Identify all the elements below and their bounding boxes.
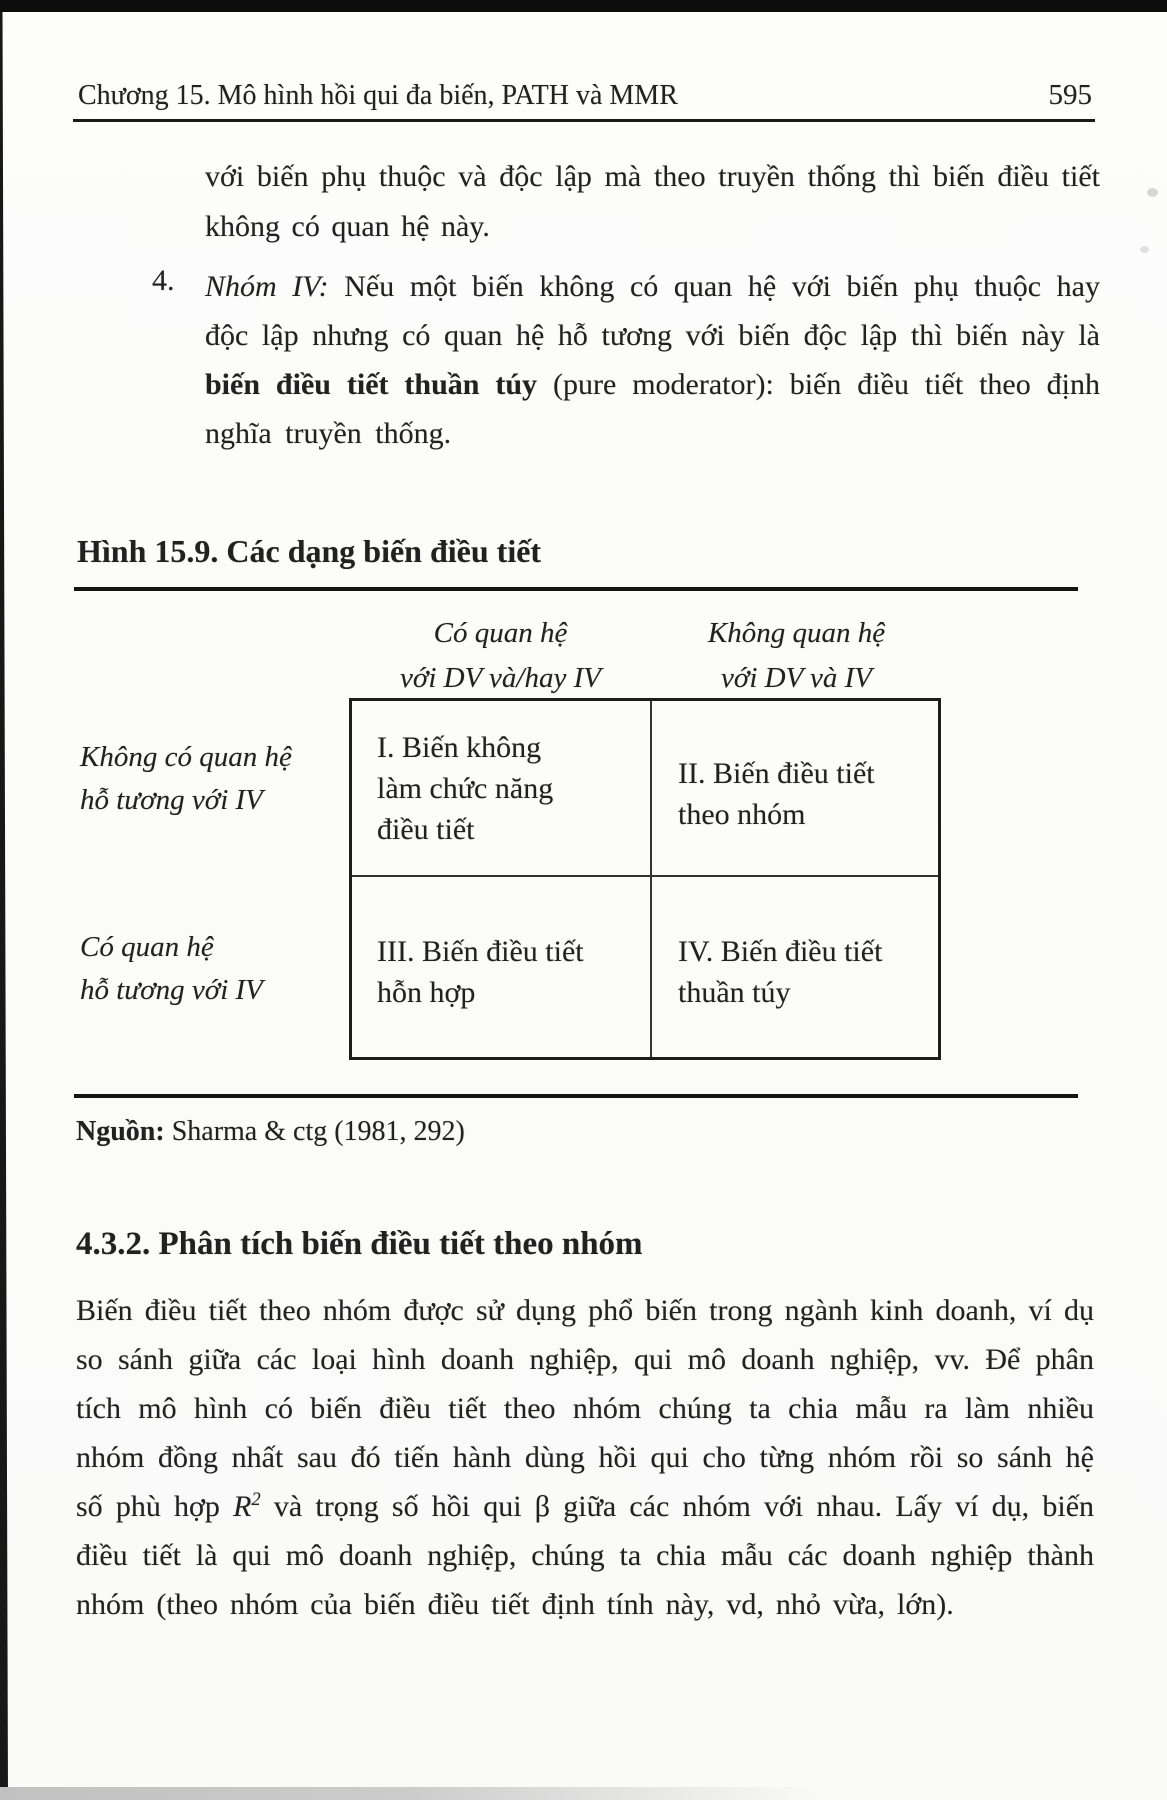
figure-matrix-table bbox=[349, 698, 941, 1060]
intro-paragraph: với biến phụ thuộc và độc lập mà theo truyền thống thì biến điều tiết không có quan hệ này. bbox=[205, 160, 1100, 243]
table-cell-quadrant-4: IV. Biến điều tiết thuần túy bbox=[678, 935, 883, 1009]
scan-smudge bbox=[1147, 188, 1158, 197]
running-header-chapter: Chương 15. Mô hình hồi qui đa biến, PATH và MMR bbox=[78, 80, 678, 111]
column-header-1: Có quan hệ với DV và/hay IV bbox=[400, 617, 601, 694]
figure-bottom-rule bbox=[74, 1094, 1078, 1098]
row-header-2: Có quan hệ hỗ tương với IV bbox=[80, 931, 263, 1006]
list-item-number: 4. bbox=[152, 264, 175, 297]
source-label: Nguồn: bbox=[76, 1116, 165, 1147]
figure-source-note: Nguồn: Sharma & ctg (1981, 292) bbox=[76, 1116, 465, 1147]
list-item-text: Nhóm IV: Nếu một biến không có quan hệ với biến phụ thuộc hay độc lập nhưng có quan hệ hỗ tương với biến độc lập thì biến này là biến điều tiết thuần túy (pure moderator): biến điều tiết theo định nghĩa truyền thống. bbox=[205, 270, 1100, 450]
scan-bottom-bar bbox=[0, 1787, 820, 1800]
scan-top-bar bbox=[0, 0, 1167, 12]
list-item-4 bbox=[152, 262, 1100, 458]
bold-phrase: biến điều tiết thuần túy bbox=[205, 368, 538, 401]
scan-smudge bbox=[1140, 246, 1149, 253]
figure-top-rule bbox=[74, 587, 1078, 591]
table-cell-quadrant-1: I. Biến không làm chức năng điều tiết bbox=[352, 701, 652, 877]
column-header-2: Không quan hệ với DV và IV bbox=[707, 617, 886, 694]
r-squared-symbol: $R^2$ bbox=[233, 1489, 261, 1523]
scan-left-line bbox=[0, 12, 9, 1800]
table-cell-quadrant-3: III. Biến điều tiết hỗn hợp bbox=[352, 877, 652, 1057]
figure-caption: Hình 15.9. Các dạng biến điều tiết bbox=[77, 533, 542, 569]
section-heading: 4.3.2. Phân tích biến điều tiết theo nhóm bbox=[76, 1226, 643, 1262]
table-cell-quadrant-2: II. Biến điều tiết theo nhóm bbox=[652, 701, 938, 877]
page-number: 595 bbox=[1048, 79, 1092, 111]
header-rule bbox=[73, 119, 1095, 122]
row-header-1: Không có quan hệ hỗ tương với IV bbox=[80, 741, 292, 816]
list-item-label: Nhóm IV: bbox=[205, 270, 329, 303]
section-paragraph: Biến điều tiết theo nhóm được sử dụng phổ biến trong ngành kinh doanh, ví dụ so sánh giữa các loại hình doanh nghiệp, qui mô doanh nghiệp, vv. Để phân tích mô hình có biến điều tiết theo nhóm chúng ta chia mẫu ra làm nhiều nhóm đồng nhất sau đó tiến hành dùng hồi qui cho từng nhóm rồi so sánh hệ số phù hợp $R^2$ và trọng số hồi qui β giữa các nhóm với nhau. Lấy ví dụ, biến điều tiết là qui mô doanh nghiệp, chúng ta chia mẫu các doanh nghiệp thành nhóm (theo nhóm của biến điều tiết định tính này, vd, nhỏ vừa, lớn). bbox=[76, 1294, 1095, 1621]
